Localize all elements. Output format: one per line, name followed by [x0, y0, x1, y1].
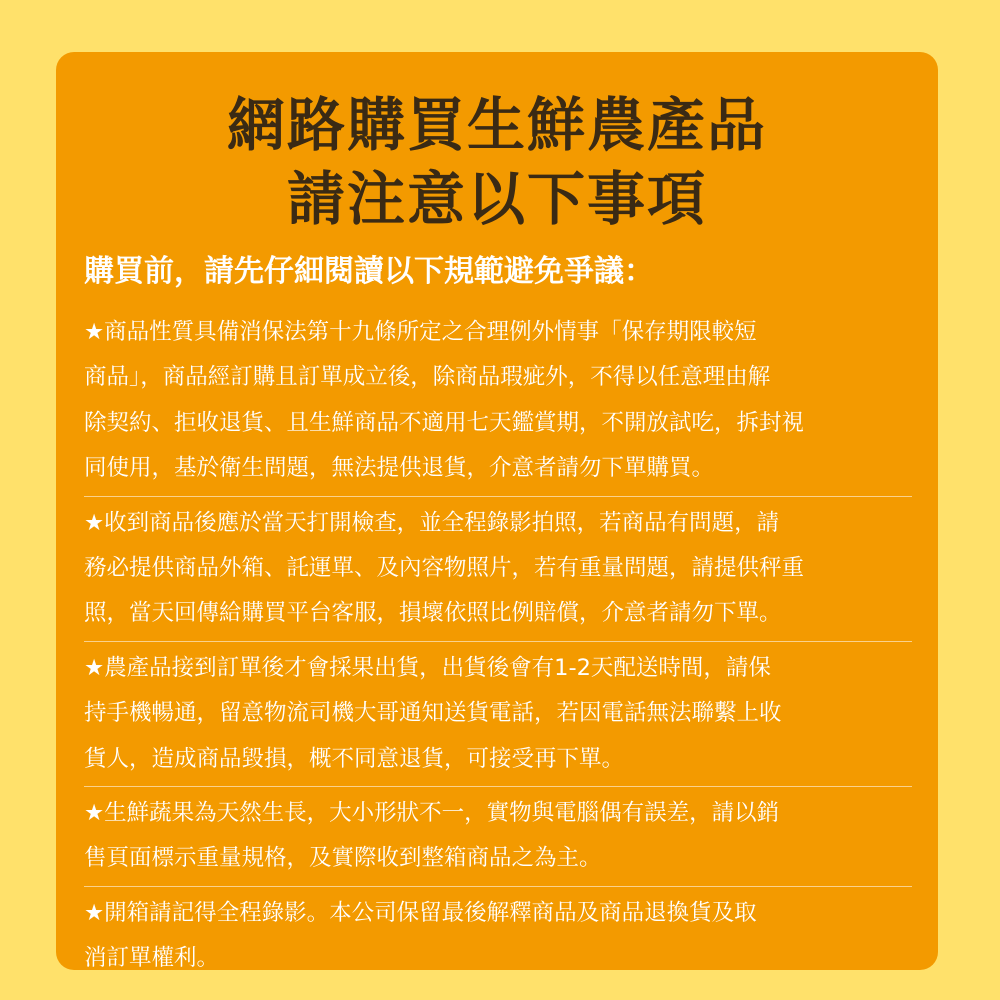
note-item-2: [84, 497, 912, 642]
note-line: 售頁面標示重量規格，及實際收到整箱商品之為主。: [84, 845, 602, 872]
note-item-5: [84, 887, 912, 986]
note-line: 持手機暢通，留意物流司機大哥通知送貨電話，若因電話無法聯繫上收: [84, 700, 782, 727]
note-line: 同使用，基於衛生問題，無法提供退貨，介意者請勿下單購買。: [84, 455, 715, 482]
note-item-3: [84, 642, 912, 787]
note-line: 除契約、拒收退貨、且生鮮商品不適用七天鑑賞期，不開放試吃，拆封視: [84, 409, 805, 436]
note-line: ★商品性質具備消保法第十九條所定之合理例外情事「保存期限較短: [84, 319, 757, 345]
notice-card: [56, 52, 938, 970]
note-line: ★開箱請記得全程錄影。本公司保留最後解釋商品及商品退換貨及取: [84, 899, 757, 926]
page-title-secondary: 請注意以下事項: [286, 165, 707, 233]
note-line: 商品」，商品經訂購且訂單成立後，除商品瑕疵外，不得以任意理由解: [84, 364, 771, 391]
page-title: 網路購買生鮮農產品: [226, 91, 767, 159]
note-line: ★收到商品後應於當天打開檢查，並全程錄影拍照，若商品有問題，請: [84, 509, 780, 536]
subtitle: 購買前，請先仔細閱讀以下規範避免爭議：: [84, 254, 654, 289]
note-line: 務必提供商品外箱、託運單、及內容物照片，若有重量問題，請提供秤重: [84, 555, 805, 582]
note-line: 照，當天回傳給購買平台客服，損壞依照比例賠償，介意者請勿下單。: [84, 600, 782, 627]
note-item-4: [84, 787, 912, 887]
notes-list: [84, 306, 912, 986]
note-line: 消訂單權利。: [84, 945, 220, 972]
note-line: ★農產品接到訂單後才會採果出貨，出貨後會有1-2天配送時間，請保: [84, 654, 771, 681]
note-line: 貨人，造成商品毀損，概不同意退貨，可接受再下單。: [84, 745, 625, 772]
note-item-1: [84, 306, 912, 497]
note-line: ★生鮮蔬果為天然生長，大小形狀不一，實物與電腦偶有誤差，請以銷: [84, 800, 780, 827]
